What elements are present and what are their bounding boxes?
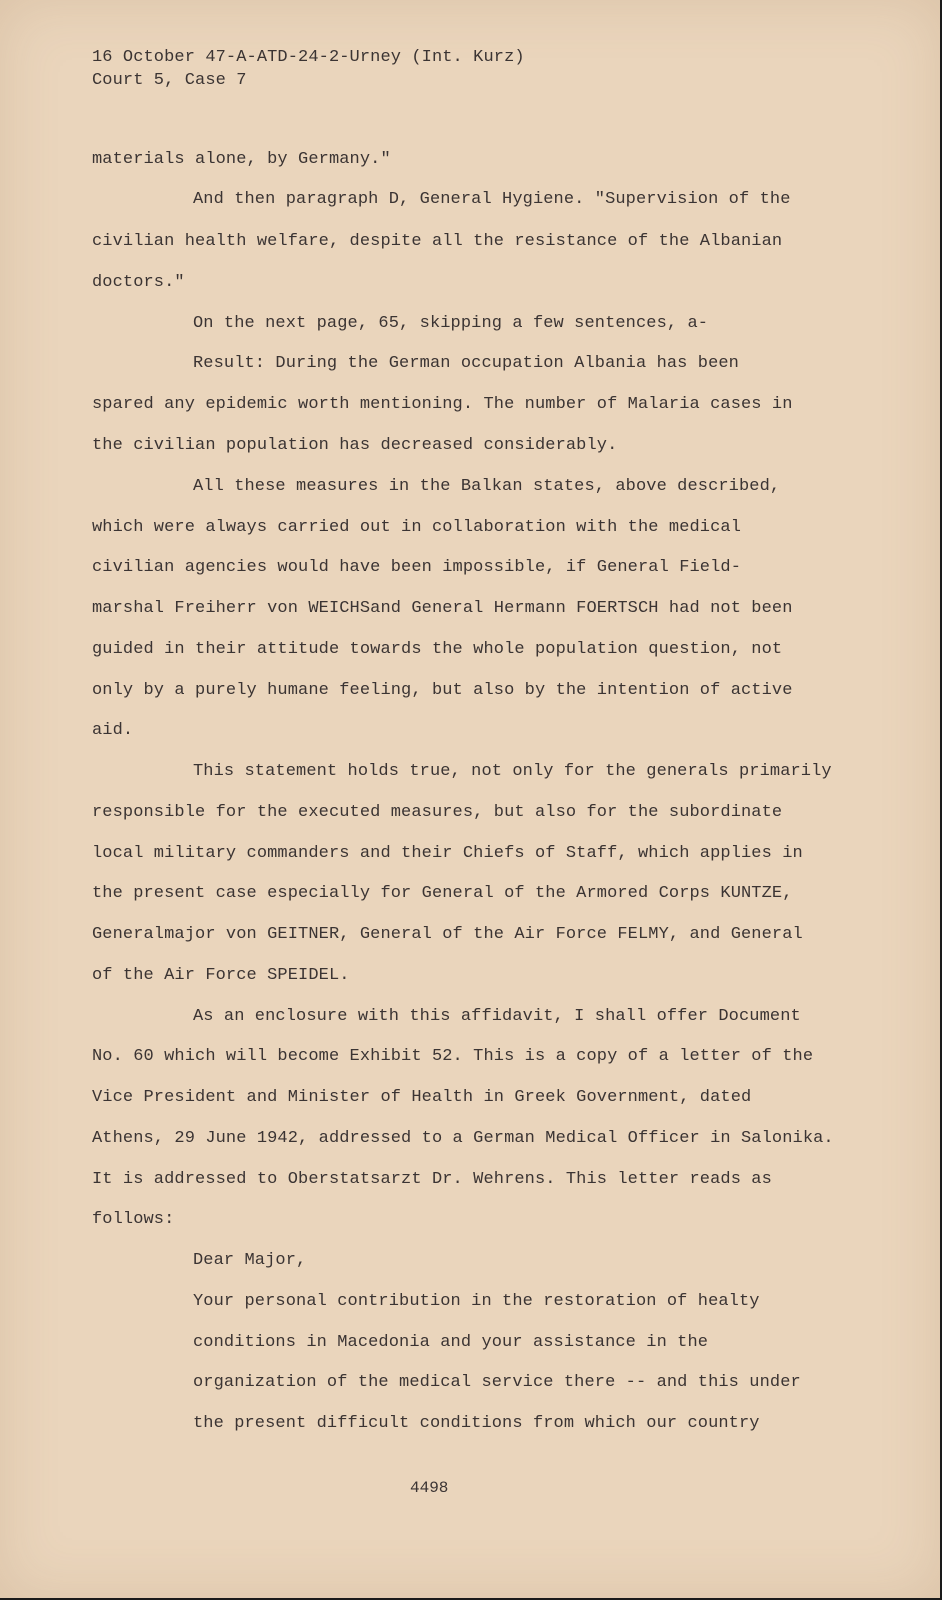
- page-number: 4498: [410, 1479, 449, 1497]
- body-line: On the next page, 65, skipping a few sentences, a-: [193, 314, 709, 333]
- body-line: which were always carried out in collaboration with the medical: [92, 518, 742, 537]
- body-line: follows:: [92, 1210, 175, 1229]
- letter-line: organization of the medical service there -- and this under: [193, 1373, 801, 1392]
- letter-line: the present difficult conditions from which our country: [193, 1414, 760, 1433]
- header-court-case: Court 5, Case 7: [92, 71, 247, 90]
- header-reference: 16 October 47-A-ATD-24-2-Urney (Int. Kurz): [92, 48, 525, 67]
- body-line: Generalmajor von GEITNER, General of the Air Force FELMY, and General: [92, 925, 803, 944]
- body-line: civilian agencies would have been impossible, if General Field-: [92, 558, 742, 577]
- body-line: only by a purely humane feeling, but also by the intention of active: [92, 681, 793, 700]
- body-line: materials alone, by Germany.": [92, 150, 391, 169]
- body-line: All these measures in the Balkan states, above described,: [193, 477, 781, 496]
- body-line: spared any epidemic worth mentioning. The number of Malaria cases in: [92, 395, 793, 414]
- body-line: aid.: [92, 721, 134, 740]
- letter-salutation: Dear Major,: [193, 1251, 307, 1270]
- body-line: Athens, 29 June 1942, addressed to a German Medical Officer in Salonika.: [92, 1129, 834, 1148]
- body-line: civilian health welfare, despite all the resistance of the Albanian: [92, 232, 783, 251]
- body-line: Vice President and Minister of Health in Greek Government, dated: [92, 1088, 752, 1107]
- body-line: This statement holds true, not only for the generals primarily: [193, 762, 832, 781]
- body-line: As an enclosure with this affidavit, I shall offer Document: [193, 1007, 801, 1026]
- body-line: the civilian population has decreased considerably.: [92, 436, 618, 455]
- body-line: And then paragraph D, General Hygiene. "Supervision of the: [193, 190, 791, 209]
- body-line: marshal Freiherr von WEICHSand General Hermann FOERTSCH had not been: [92, 599, 793, 618]
- body-line: guided in their attitude towards the whole population question, not: [92, 640, 783, 659]
- body-line: Result: During the German occupation Albania has been: [193, 354, 739, 373]
- body-line: of the Air Force SPEIDEL.: [92, 966, 350, 985]
- letter-line: conditions in Macedonia and your assistance in the: [193, 1333, 709, 1352]
- body-line: responsible for the executed measures, but also for the subordinate: [92, 803, 783, 822]
- letter-line: Your personal contribution in the restoration of healty: [193, 1292, 760, 1311]
- body-line: No. 60 which will become Exhibit 52. This is a copy of a letter of the: [92, 1047, 814, 1066]
- body-line: the present case especially for General of the Armored Corps KUNTZE,: [92, 884, 793, 903]
- body-line: local military commanders and their Chiefs of Staff, which applies in: [92, 844, 803, 863]
- body-line: doctors.": [92, 273, 185, 292]
- body-line: It is addressed to Oberstatsarzt Dr. Wehrens. This letter reads as: [92, 1170, 772, 1189]
